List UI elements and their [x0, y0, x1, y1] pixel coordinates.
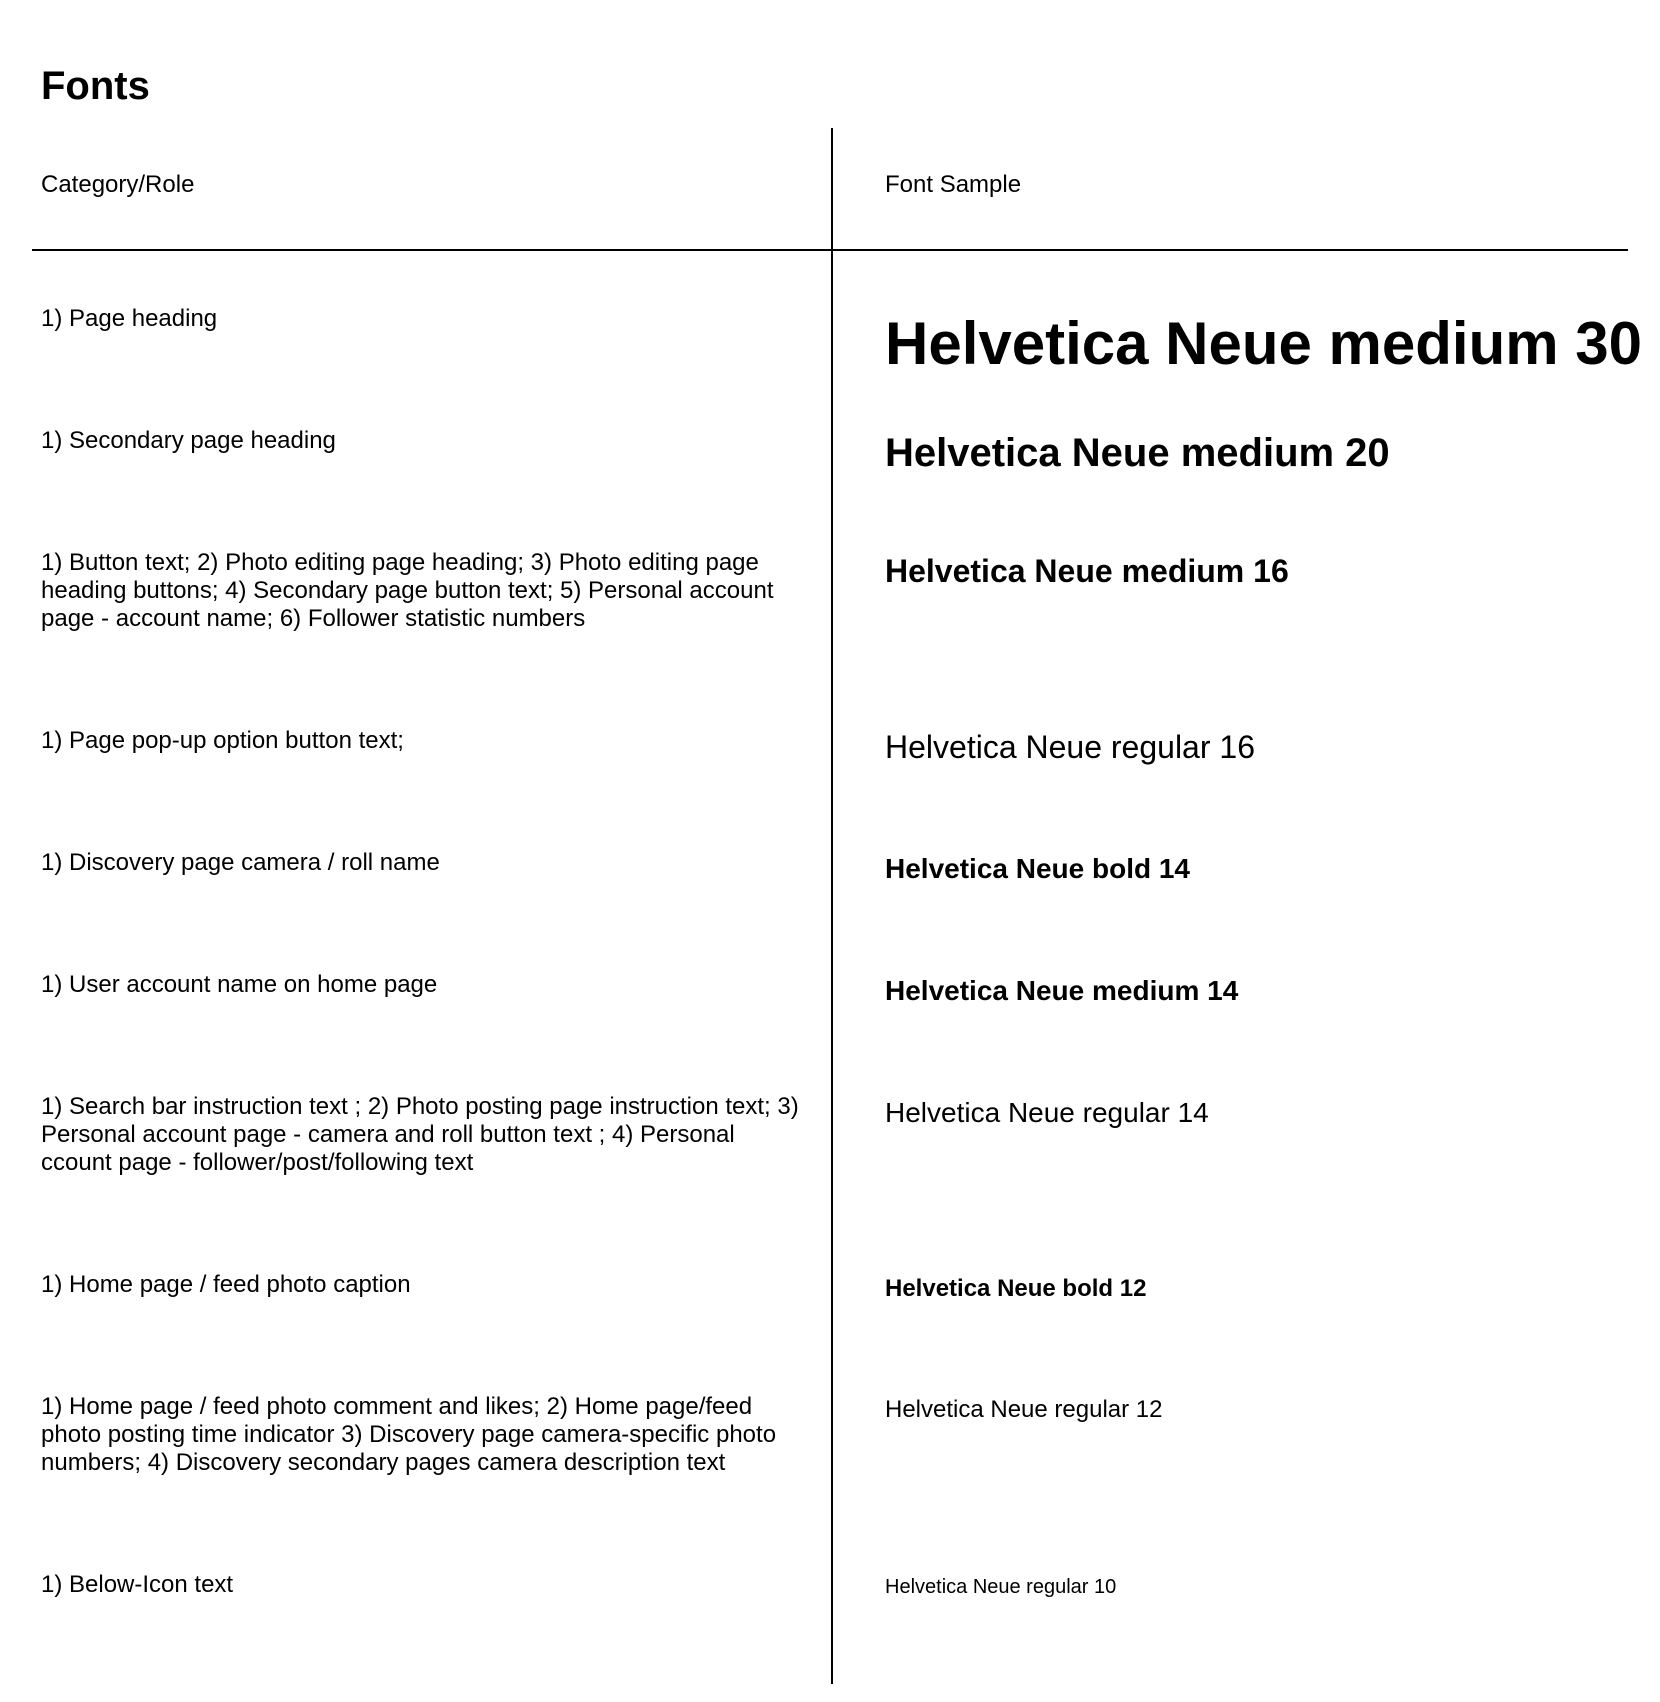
row-role-text: 1) Page heading	[41, 305, 218, 332]
row-font-sample: Helvetica Neue bold 14	[885, 853, 1191, 884]
row-role-text: 1) Discovery page camera / roll name	[41, 849, 440, 876]
column-divider	[831, 128, 833, 1684]
column-header-sample: Font Sample	[885, 171, 1022, 198]
row-role-text: 1) Home page / feed photo comment and likes; 2) Home page/feed photo posting time indicator 3) Discovery page camera-specific photo numbers; 4) Discovery secondary pages camera description text	[41, 1393, 777, 1476]
row-font-sample: Helvetica Neue regular 14	[885, 1097, 1209, 1128]
row-font-sample: Helvetica Neue bold 12	[885, 1275, 1147, 1302]
row-font-sample: Helvetica Neue regular 16	[885, 729, 1255, 765]
row-role-text: 1) Page pop-up option button text;	[41, 727, 404, 754]
header-divider	[32, 249, 1628, 251]
row-font-sample: Helvetica Neue regular 10	[885, 1576, 1117, 1598]
row-role-text: 1) Button text; 2) Photo editing page heading; 3) Photo editing page heading buttons; 4) Secondary page button text; 5) Personal account page - account name; 6) Follower statistic numbers	[41, 549, 774, 632]
row-font-sample: Helvetica Neue medium 30	[885, 310, 1643, 377]
column-header-role: Category/Role	[41, 171, 195, 198]
row-role-text: 1) Home page / feed photo caption	[41, 1271, 411, 1298]
row-role-text: 1) User account name on home page	[41, 971, 438, 998]
row-font-sample: Helvetica Neue medium 20	[885, 431, 1390, 475]
row-font-sample: Helvetica Neue medium 14	[885, 975, 1239, 1006]
row-role-text: 1) Search bar instruction text ; 2) Photo posting page instruction text; 3) Personal account page - camera and roll button text ; 4) Personal ccount page - follower/post/following text	[41, 1093, 799, 1176]
row-font-sample: Helvetica Neue medium 16	[885, 553, 1289, 589]
row-font-sample: Helvetica Neue regular 12	[885, 1396, 1163, 1423]
row-role-text: 1) Below-Icon text	[41, 1571, 234, 1598]
row-role-text: 1) Secondary page heading	[41, 427, 336, 454]
page-title: Fonts	[41, 64, 150, 108]
